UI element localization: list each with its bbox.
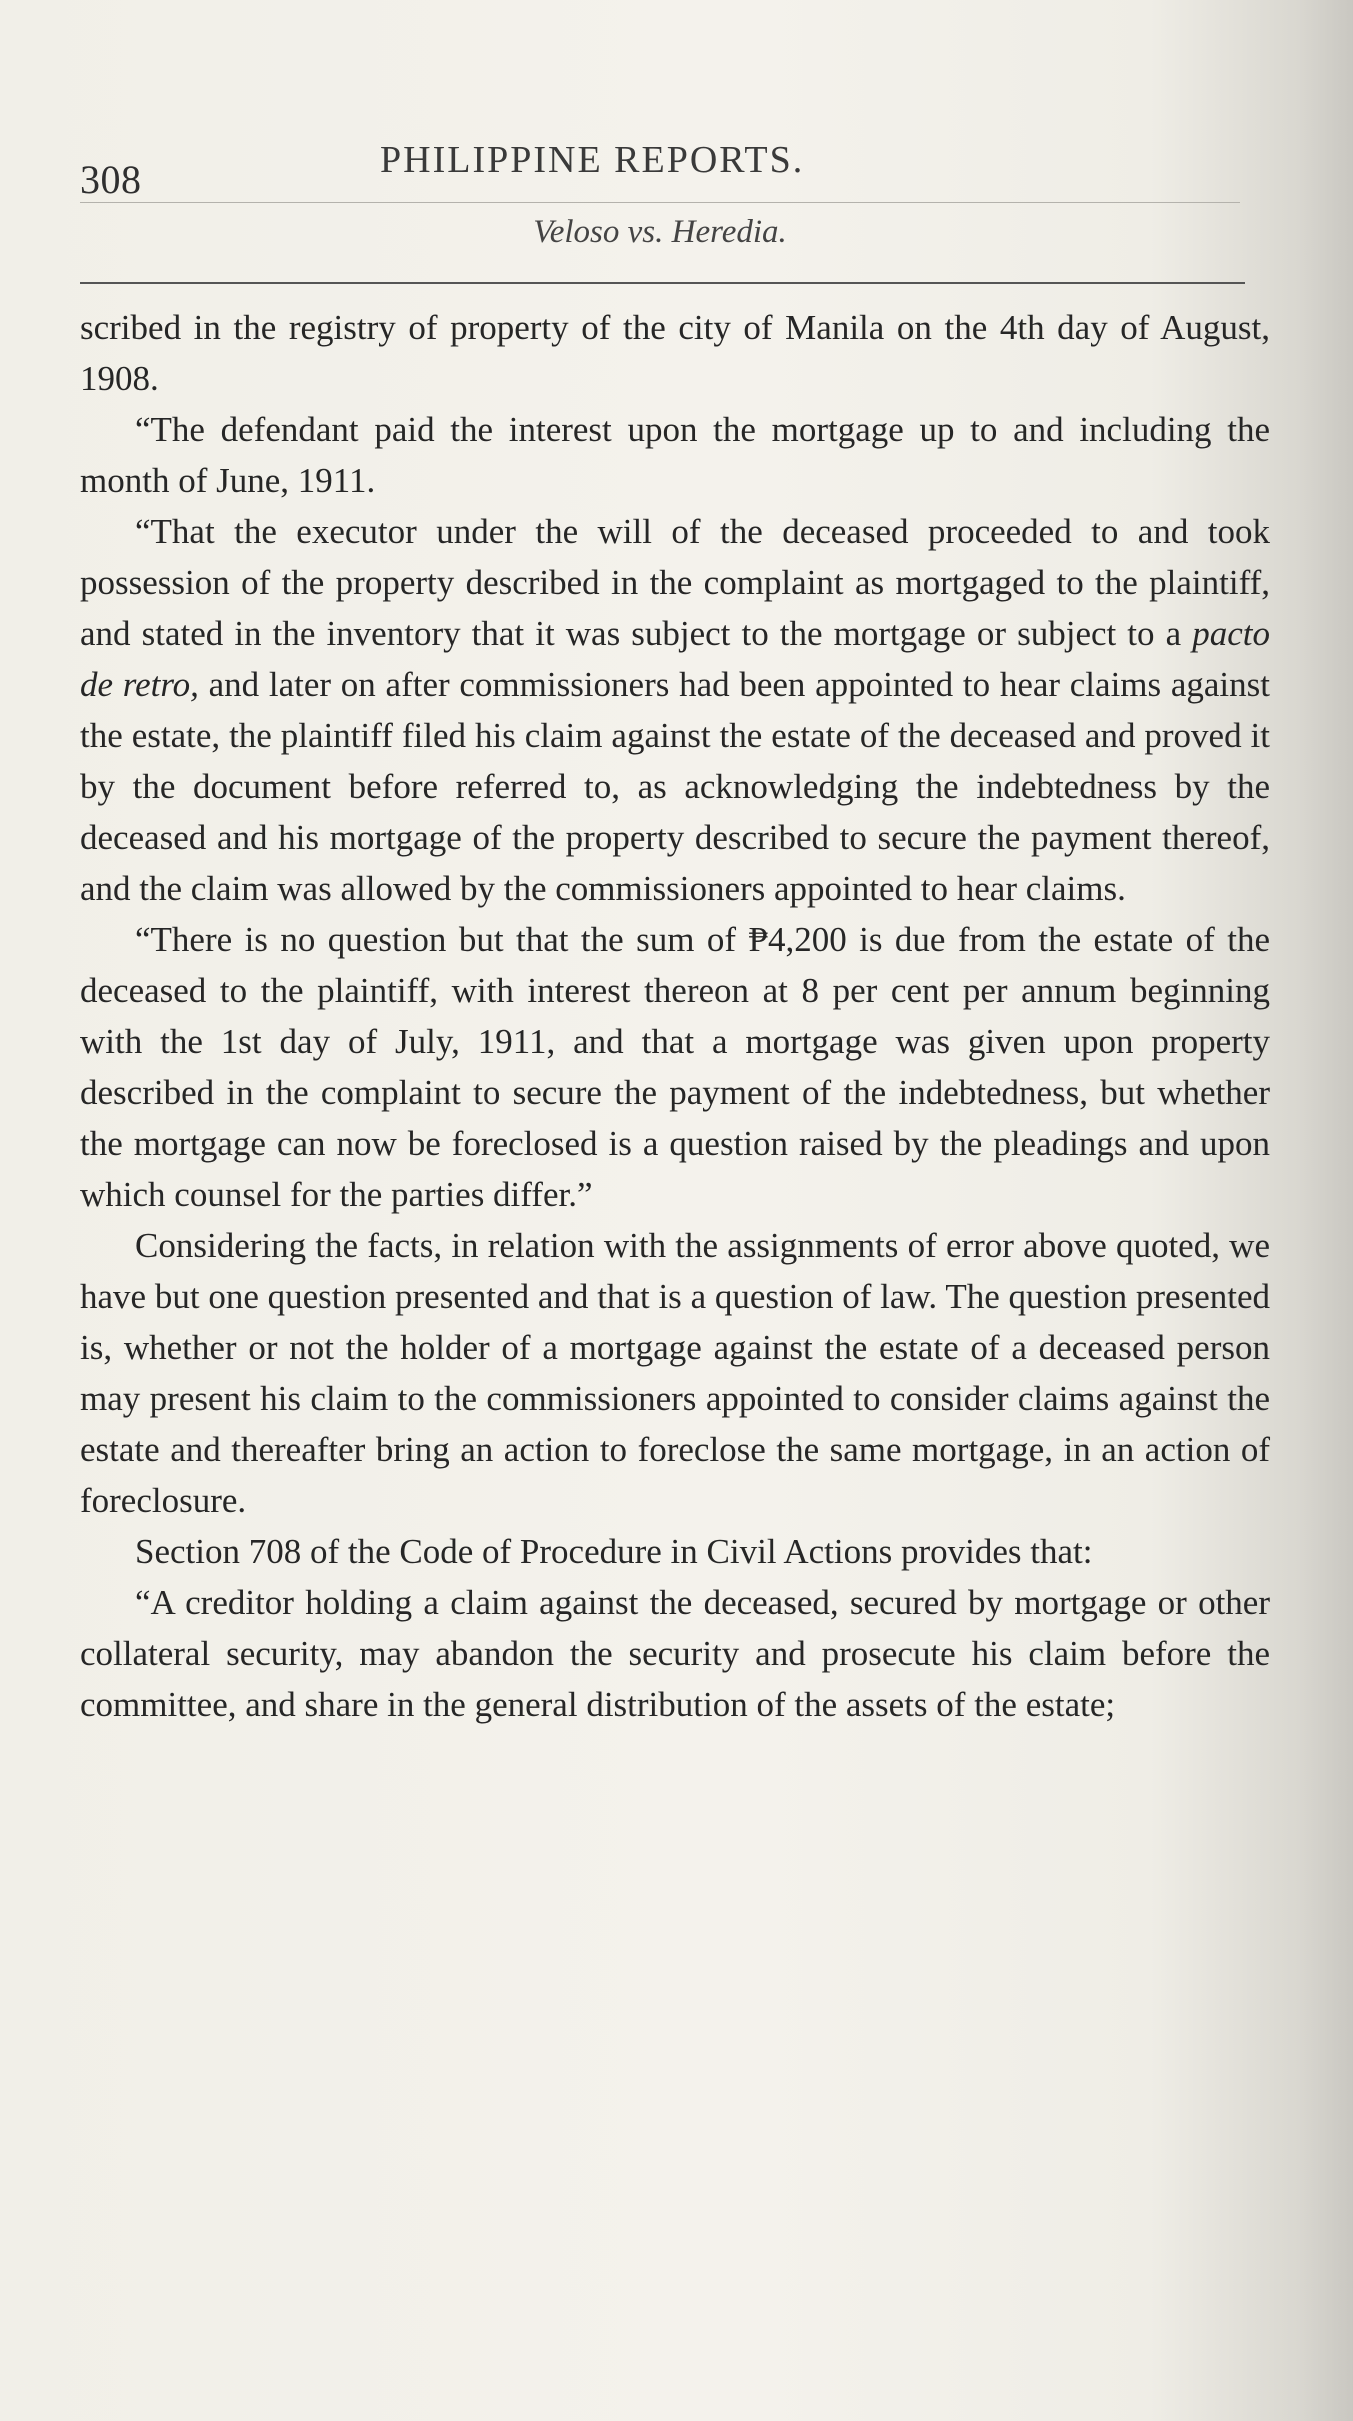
paragraph-executor-text-before: “That the executor under the will of the deceased proceeded to and took possession of the property described in the complaint as mortgaged to the plaintiff, and stated in the inventory that it was subject to the mortgage or subject to a <box>80 512 1270 653</box>
header-rule <box>80 202 1240 203</box>
case-title-rule <box>80 282 1245 284</box>
report-title: PHILIPPINE REPORTS. <box>380 139 805 181</box>
pacto-de-retro-term: pacto de retro, <box>80 614 1270 704</box>
paragraph-executor <box>80 506 1270 914</box>
case-title: Veloso vs. Heredia. <box>533 214 787 250</box>
paragraph-sum-due: “There is no question but that the sum of ₱4,200 is due from the estate of the deceased to the plaintiff, with interest thereon at 8 per cent per annum beginning with the 1st day of July, 1911, and that a mortgage was given upon property described in the complaint to secure the payment of the indebtedness, but whether the mortgage can now be foreclosed is a question raised by the pleadings and upon which counsel for the parties differ.” <box>80 920 1270 1214</box>
paragraph-quoted-provision: “A creditor holding a claim against the deceased, secured by mortgage or other collateral security, may abandon the security and prosecute his claim before the committee, and share in the general distribution of the assets of the estate; <box>80 1583 1270 1724</box>
page-number: 308 <box>80 157 142 202</box>
paragraph-section-708: Section 708 of the Code of Procedure in Civil Actions provides that: <box>135 1532 1093 1571</box>
paragraph-interest-paid: “The defendant paid the interest upon the mortgage up to and including the month of June, 1911. <box>80 410 1270 500</box>
body-text <box>80 302 1270 1730</box>
paragraph-executor-text-after: and later on after commissioners had been appointed to hear claims against the estate, the plaintiff filed his claim against the estate of the deceased and proved it by the document before referred to, as acknowledging the indebtedness by the deceased and his mortgage of the property described to secure the payment thereof, and the claim was allowed by the commissioners appointed to hear claims. <box>80 665 1270 908</box>
running-head <box>80 128 1240 202</box>
paragraph-question-of-law: Considering the facts, in relation with the assignments of error above quoted, we have but one question presented and that is a question of law. The question presented is, whether or not the holder of a mortgage against the estate of a deceased person may present his claim to the commissioners appointed to consider claims against the estate and thereafter bring an action to foreclose the same mortgage, in an action of foreclosure. <box>80 1226 1270 1520</box>
paragraph-continuation: scribed in the registry of property of the city of Manila on the 4th day of August, 1908. <box>80 308 1270 398</box>
